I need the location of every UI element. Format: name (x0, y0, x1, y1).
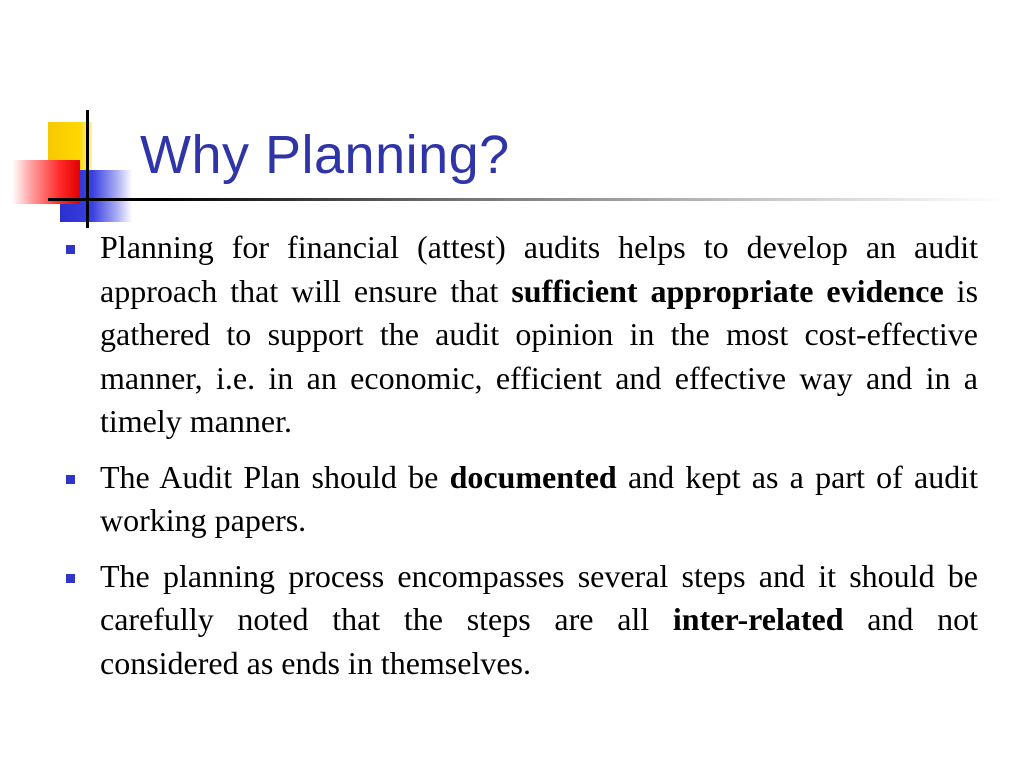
bullet-text-segment: and kept as a part of audit working papers. (100, 458, 979, 538)
bullet-text-segment: and not considered as ends in themselves. (100, 601, 979, 681)
bullet-item (60, 555, 978, 686)
vertical-line-decoration (86, 110, 89, 228)
slide-title: Why Planning? (140, 125, 510, 185)
bullet-text-segment: Planning for financial (attest) audits helps to develop an audit approach that will ensure that (100, 229, 978, 309)
square-bullet-icon (66, 574, 75, 583)
bullet-text-bold: inter-related (672, 601, 844, 637)
bullet-text-bold: documented (449, 458, 617, 495)
corner-squares-logo (0, 0, 160, 240)
bullet-text (100, 229, 978, 439)
bullet-text-segment: The planning process encompasses several steps and it should be carefully noted that the steps are all (100, 557, 978, 637)
bullet-item (60, 456, 978, 543)
bullet-text (100, 459, 978, 539)
bullet-text (100, 558, 978, 681)
title-underline (48, 198, 1008, 201)
bullet-item (60, 226, 978, 444)
bullet-text-segment: is gathered to support the audit opinion in the most cost-effective manner, i.e. in an economic, efficient and effective way and in a timely manner. (100, 272, 979, 439)
bullet-list (60, 226, 978, 697)
square-bullet-icon (66, 475, 75, 484)
bullet-text-segment: The Audit Plan should be (100, 458, 450, 495)
bullet-text-bold: sufficient appropriate evidence (511, 272, 944, 309)
square-bullet-icon (66, 245, 75, 254)
